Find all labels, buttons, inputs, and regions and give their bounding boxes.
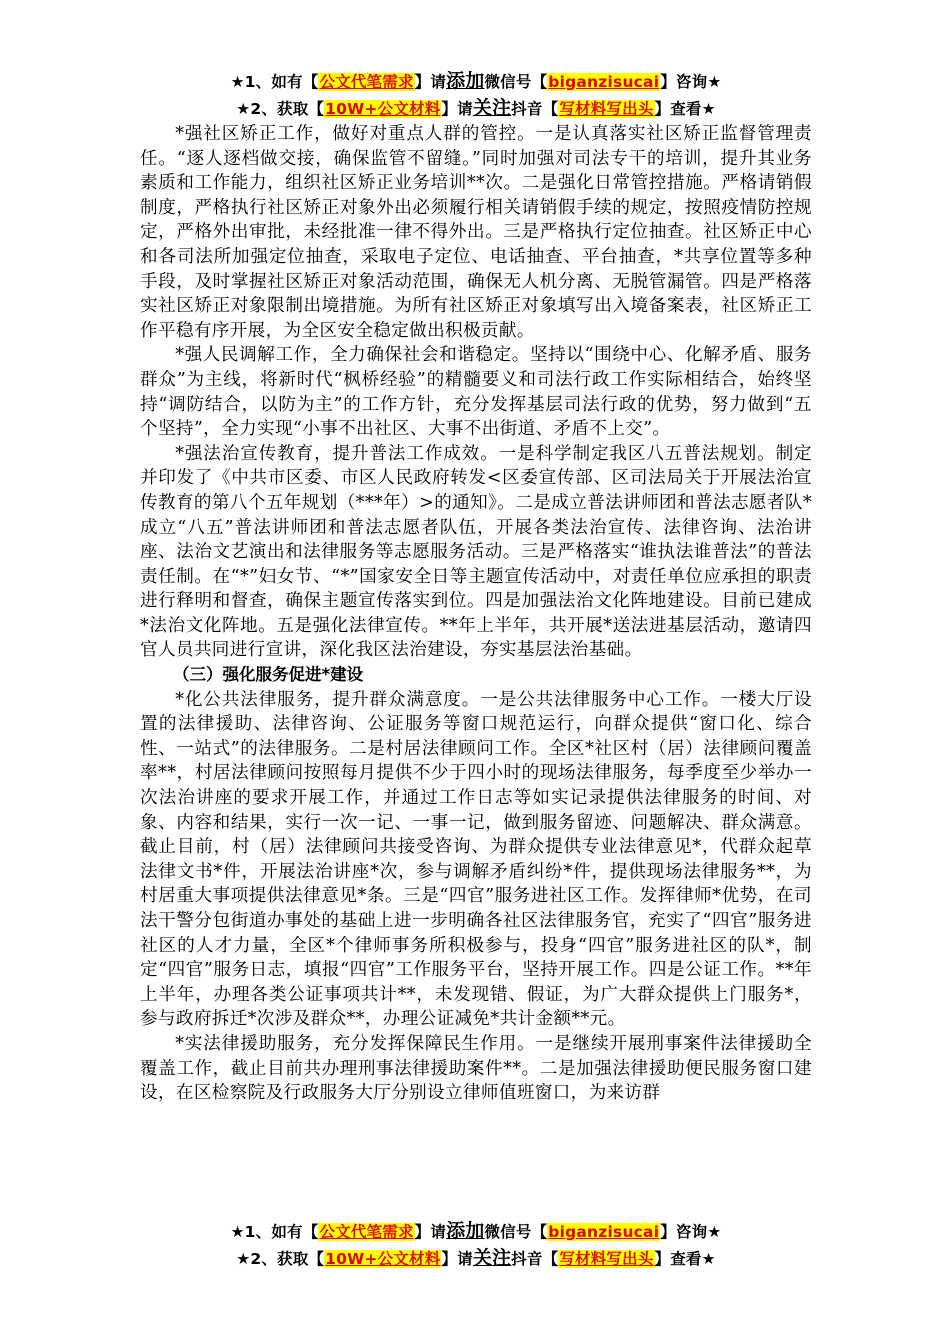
promo-banner-line-1: [140, 68, 812, 95]
banner-text: 】查看★: [654, 1250, 716, 1268]
emphasis-add: 添加: [446, 70, 485, 92]
banner-text: ★1、如有【: [230, 1223, 319, 1241]
emphasis-follow: 关注: [472, 97, 512, 119]
banner-text: 】请: [441, 100, 473, 118]
highlight-wechat-id: biganzisucai: [548, 1223, 660, 1241]
paragraph-legal-education: *强法治宣传教育，提升普法工作成效。一是科学制定我区八五普法规划。制定并印发了《中共市区委、市区人民政府转发<区委宣传部、区司法局关于开展法治宣传教育的第八个五年规划（***年）>的通知》。二是成立普法讲师团和普法志愿者队*成立“八五”普法讲师团和普法志愿者队伍，开展各类法治宣传、法律咨询、法治讲座、法治文艺演出和法律服务等志愿服务活动。三是严格落实“谁执法谁普法”的普法责任制。在“*”妇女节、“*”国家安全日等主题宣传活动中，对责任单位应承担的职责进行释明和督查，确保主题宣传落实到位。四是加强法治文化阵地建设。目前已建成*法治文化阵地。五是强化法律宣传。**年上半年，共开展*送法进基层活动，邀请四官人员共同进行宣讲，深化我区法治建设，夯实基层法治基础。: [140, 443, 812, 661]
highlight-materials: 10W+公文材料: [325, 100, 441, 118]
banner-text: ★1、如有【: [230, 73, 319, 91]
banner-text: 抖音【: [511, 100, 559, 118]
paragraph-public-legal-services: *化公共法律服务，提升群众满意度。一是公共法律服务中心工作。一楼大厅设置的法律援助、法律咨询、公证服务等窗口规范运行，向群众提供“窗口化、综合性、一站式”的法律服务。二是村居法律顾问工作。全区*社区村（居）法律顾问覆盖率**，村居法律顾问按照每月提供不少于四小时的现场法律服务，每季度至少举办一次法治讲座的要求开展工作，并通过工作日志等如实记录提供法律服务的时间、对象、内容和结果，实行一次一记、一事一记，做到服务留迹、问题解决、群众满意。截止目前，村（居）法律顾问共接受咨询、为群众提供专业法律意见*，代群众起草法律文书*件，开展法治讲座*次，参与调解矛盾纠纷*件，提供现场法律服务**，为村居重大事项提供法律意见*条。三是“四官”服务进社区工作。发挥律师*优势，在司法干警分包街道办事处的基础上进一步明确各社区法律服务官，充实了“四官”服务进社区的人才力量，全区*个律师事务所积极参与，投身“四官”服务进社区的队*，制定“四官”服务日志，填报“四官”工作服务平台，坚持开展工作。四是公证工作。**年上半年，办理各类公证事项共计**，未发现错、假证，为广大群众提供上门服务*，参与政府拆迁*次涉及群众**，办理公证减免*共计金额**元。: [140, 689, 812, 1030]
promo-footer-line-1: [140, 1218, 812, 1245]
banner-text: 】请: [441, 1250, 473, 1268]
highlight-wechat-id: biganzisucai: [548, 73, 660, 91]
banner-text: 抖音【: [511, 1250, 559, 1268]
banner-text: 】咨询★: [660, 1223, 722, 1241]
banner-text: 】查看★: [654, 100, 716, 118]
highlight-materials: 10W+公文材料: [325, 1250, 441, 1268]
paragraph-community-correction: *强社区矫正工作，做好对重点人群的管控。一是认真落实社区矫正监督管理责任。“逐人逐档做交接，确保监管不留缝。”同时加强对司法专干的培训，提升其业务素质和工作能力，组织社区矫正业务培训**次。二是强化日常管控措施。严格请销假制度，严格执行社区矫正对象外出必须履行相关请销假手续的规定，按照疫情防控规定，严格外出审批，未经批准一律不得外出。三是严格执行定位抽查。社区矫正中心和各司法所加强定位抽查，采取电子定位、电话抽查、平台抽查，*共享位置等多种手段，及时掌握社区矫正对象活动范围，确保无人机分离、无脱管漏管。四是严格落实社区矫正对象限制出境措施。为所有社区矫正对象填写出入境备案表，社区矫正工作平稳有序开展，为全区安全稳定做出积极贡献。: [140, 124, 812, 341]
banner-text: 】咨询★: [660, 73, 722, 91]
emphasis-add: 添加: [446, 1220, 485, 1242]
promo-footer: [140, 1218, 812, 1272]
highlight-ghostwriting: 公文代笔需求: [319, 73, 414, 91]
highlight-ghostwriting: 公文代笔需求: [319, 1223, 414, 1241]
paragraph-mediation: *强人民调解工作，全力确保社会和谐稳定。坚持以“围绕中心、化解矛盾、服务群众”为主线，将新时代“枫桥经验”的精髓要义和司法行政工作实际相结合，始终坚持“调防结合，以防为主”的工作方针，充分发挥基层司法行政的优势，努力做到“五个坚持”，全力实现“小事不出社区、大事不出街道、矛盾不上交”。: [140, 345, 812, 440]
promo-banner-line-2: [140, 95, 812, 122]
document-page: [140, 68, 812, 1106]
banner-text: 微信号【: [484, 73, 548, 91]
section-heading: （三）强化服务促进*建设: [173, 665, 364, 685]
banner-text: 微信号【: [484, 1223, 548, 1241]
banner-text: ★2、获取【: [236, 100, 325, 118]
highlight-douyin-account: 写材料写出头: [559, 100, 654, 118]
banner-text: 】请: [414, 1223, 447, 1241]
highlight-douyin-account: 写材料写出头: [559, 1250, 654, 1268]
paragraph-legal-aid: *实法律援助服务，充分发挥保障民生作用。一是继续开展刑事案件法律援助全覆盖工作，截止目前共办理刑事法律援助案件**。二是加强法律援助便民服务窗口建设，在区检察院及行政服务大厅分别设立律师值班窗口，为来访群: [140, 1033, 812, 1104]
banner-text: 】请: [414, 73, 447, 91]
banner-text: ★2、获取【: [236, 1250, 325, 1268]
emphasis-follow: 关注: [472, 1247, 512, 1269]
promo-footer-line-2: [140, 1245, 812, 1272]
